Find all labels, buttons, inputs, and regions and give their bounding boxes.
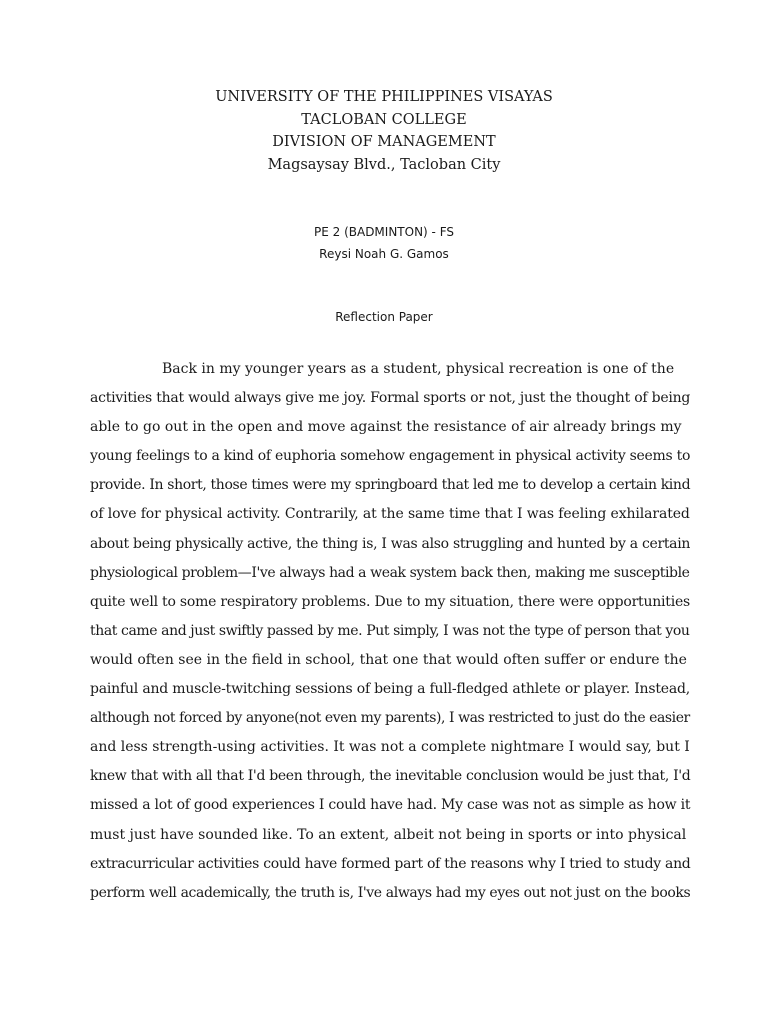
body-line: and less strength-using activities. It was not a complete nightmare I would say, but I <box>90 739 690 756</box>
body-line: provide. In short, those times were my springboard that led me to develop a certain kind <box>90 477 691 494</box>
body-line: activities that would always give me joy. Formal sports or not, just the thought of being <box>90 390 691 407</box>
body-line: perform well academically, the truth is, I've always had my eyes out not just on the books <box>90 884 691 901</box>
body-paragraph <box>90 355 690 908</box>
body-line: painful and muscle-twitching sessions of being a full-fledged athlete or player. Instead, <box>90 681 690 698</box>
body-line: of love for physical activity. Contrarily, at the same time that I was feeling exhilarated <box>90 506 690 523</box>
division-name: DIVISION OF MANAGEMENT <box>272 134 496 151</box>
university-name: UNIVERSITY OF THE PHILIPPINES VISAYAS <box>215 89 553 105</box>
body-line: must just have sounded like. To an extent, albeit not being in sports or into physical <box>90 826 687 843</box>
body-line: knew that with all that I'd been through, the inevitable conclusion would be just that, I'd <box>90 768 691 785</box>
body-line: young feelings to a kind of euphoria somehow engagement in physical activity seems to <box>90 448 691 465</box>
institution-header <box>0 86 768 177</box>
course-code: PE 2 (BADMINTON) - FS <box>313 225 454 239</box>
institution-address: Magsaysay Blvd., Tacloban City <box>267 157 501 174</box>
body-line: Back in my younger years as a student, physical recreation is one of the <box>162 361 675 377</box>
body-line: extracurricular activities could have formed part of the reasons why I tried to study and <box>90 855 691 872</box>
body-line: missed a lot of good experiences I could have had. My case was not as simple as how it <box>90 797 691 814</box>
body-line: would often see in the field in school, that one that would often suffer or endure the <box>90 651 687 668</box>
college-name: TACLOBAN COLLEGE <box>301 111 467 128</box>
body-line: able to go out in the open and move against the resistance of air already brings my <box>90 419 682 436</box>
body-line: that came and just swiftly passed by me. Put simply, I was not the type of person that you <box>90 622 690 639</box>
body-line: although not forced by anyone(not even my parents), I was restricted to just do the easier <box>90 710 690 727</box>
course-info <box>0 221 768 265</box>
body-line: about being physically active, the thing is, I was also struggling and hunted by a certain <box>90 535 691 552</box>
paper-title: Reflection Paper <box>335 310 433 324</box>
author-name: Reysi Noah G. Gamos <box>319 247 449 261</box>
body-line: quite well to some respiratory problems. Due to my situation, there were opportunities <box>90 593 690 610</box>
body-line: physiological problem—I've always had a weak system back then, making me susceptible <box>90 564 690 581</box>
